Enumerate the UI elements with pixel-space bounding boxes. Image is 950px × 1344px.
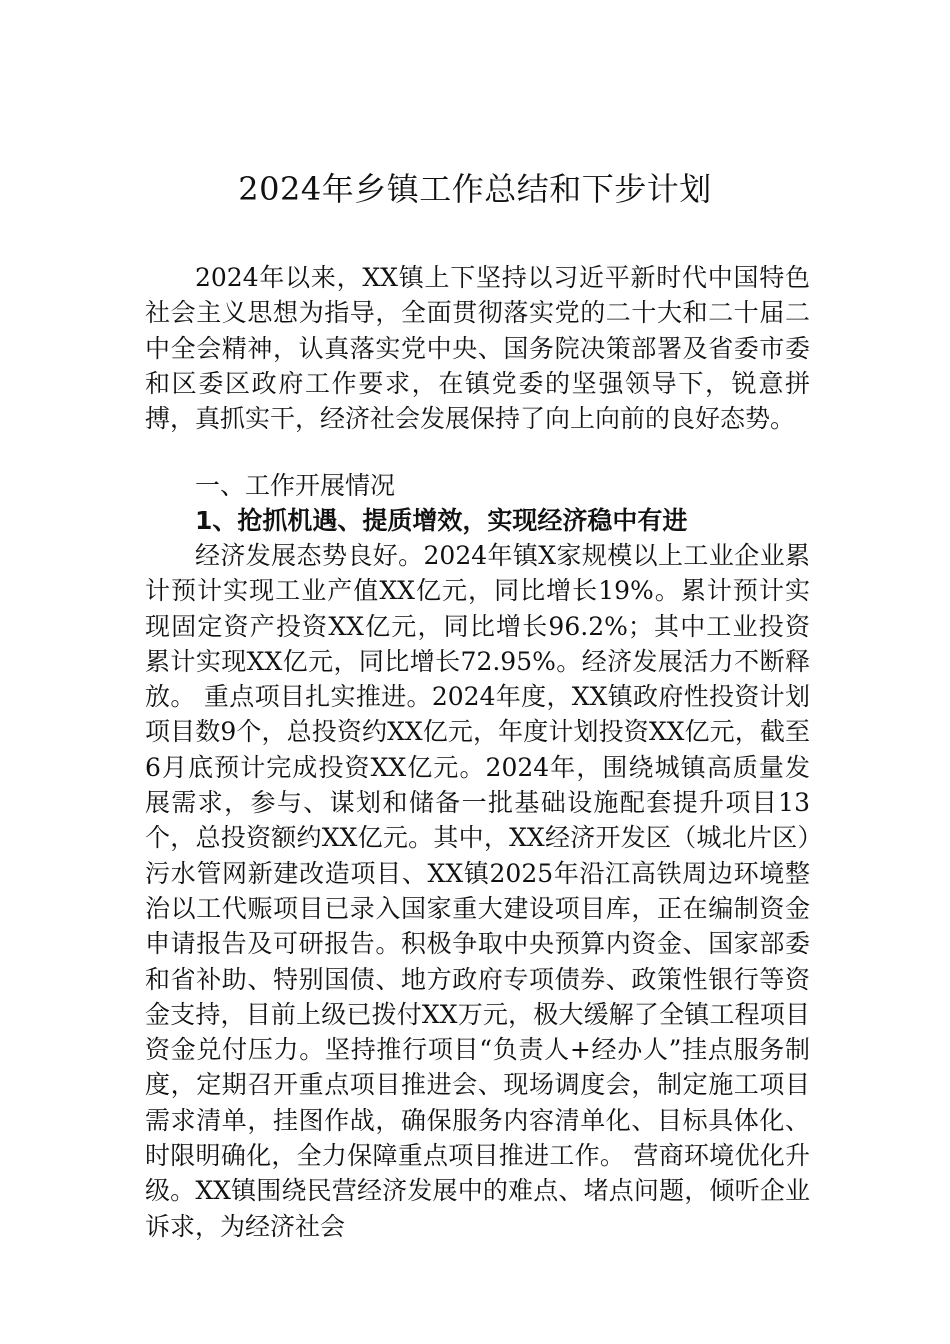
subsection-heading: 1、抢抓机遇、提质增效，实现经济稳中有进 <box>195 506 688 535</box>
intro-paragraph: 2024年以来，XX镇上下坚持以习近平新时代中国特色社会主义思想为指导，全面贯彻落实党的二十大和二十届二中全会精神，认真落实党中央、国务院决策部署及省委市委和区委区政府工作要求，在镇党委的坚强领导下，锐意拼搏，真抓实干，经济社会发展保持了向上向前的良好态势。 <box>145 263 810 434</box>
section-heading: 一、工作开展情况 <box>195 471 396 500</box>
main-paragraph: 经济发展态势良好。2024年镇X家规模以上工业企业累计预计实现工业产值XX亿元，同比增长19%。累计预计实现固定资产投资XX亿元，同比增长96.2%；其中工业投资累计实现XX亿元，同比增长72.95%。经济发展活力不断释放。 重点项目扎实推进。2024年度，XX镇政府性投资计划项目数9个，总投资约XX亿元，年度计划投资XX亿元，截至6月底预计完成投资XX亿元。2024年，围绕城镇高质量发展需求，参与、谋划和储备一批基础设施配套提升项目13个，总投资额约XX亿元。其中，XX经济开发区（城北片区）污水管网新建改造项目、XX镇2025年沿江高铁周边环境整治以工代赈项目已录入国家重大建设项目库，正在编制资金申请报告及可研报告。积极争取中央预算内资金、国家部委和省补助、特别国债、地方政府专项债券、政策性银行等资金支持，目前上级已拨付XX万元，极大缓解了全镇工程项目资金兑付压力。坚持推行项目“负责人+经办人”挂点服务制度，定期召开重点项目推进会、现场调度会，制定施工项目需求清单，挂图作战，确保服务内容清单化、目标具体化、时限明确化，全力保障重点项目推进工作。 营商环境优化升级。XX镇围绕民营经济发展中的难点、堵点问题，倾听企业诉求，为经济社会 <box>145 541 810 1241</box>
document-title: 2024年乡镇工作总结和下步计划 <box>238 170 712 208</box>
